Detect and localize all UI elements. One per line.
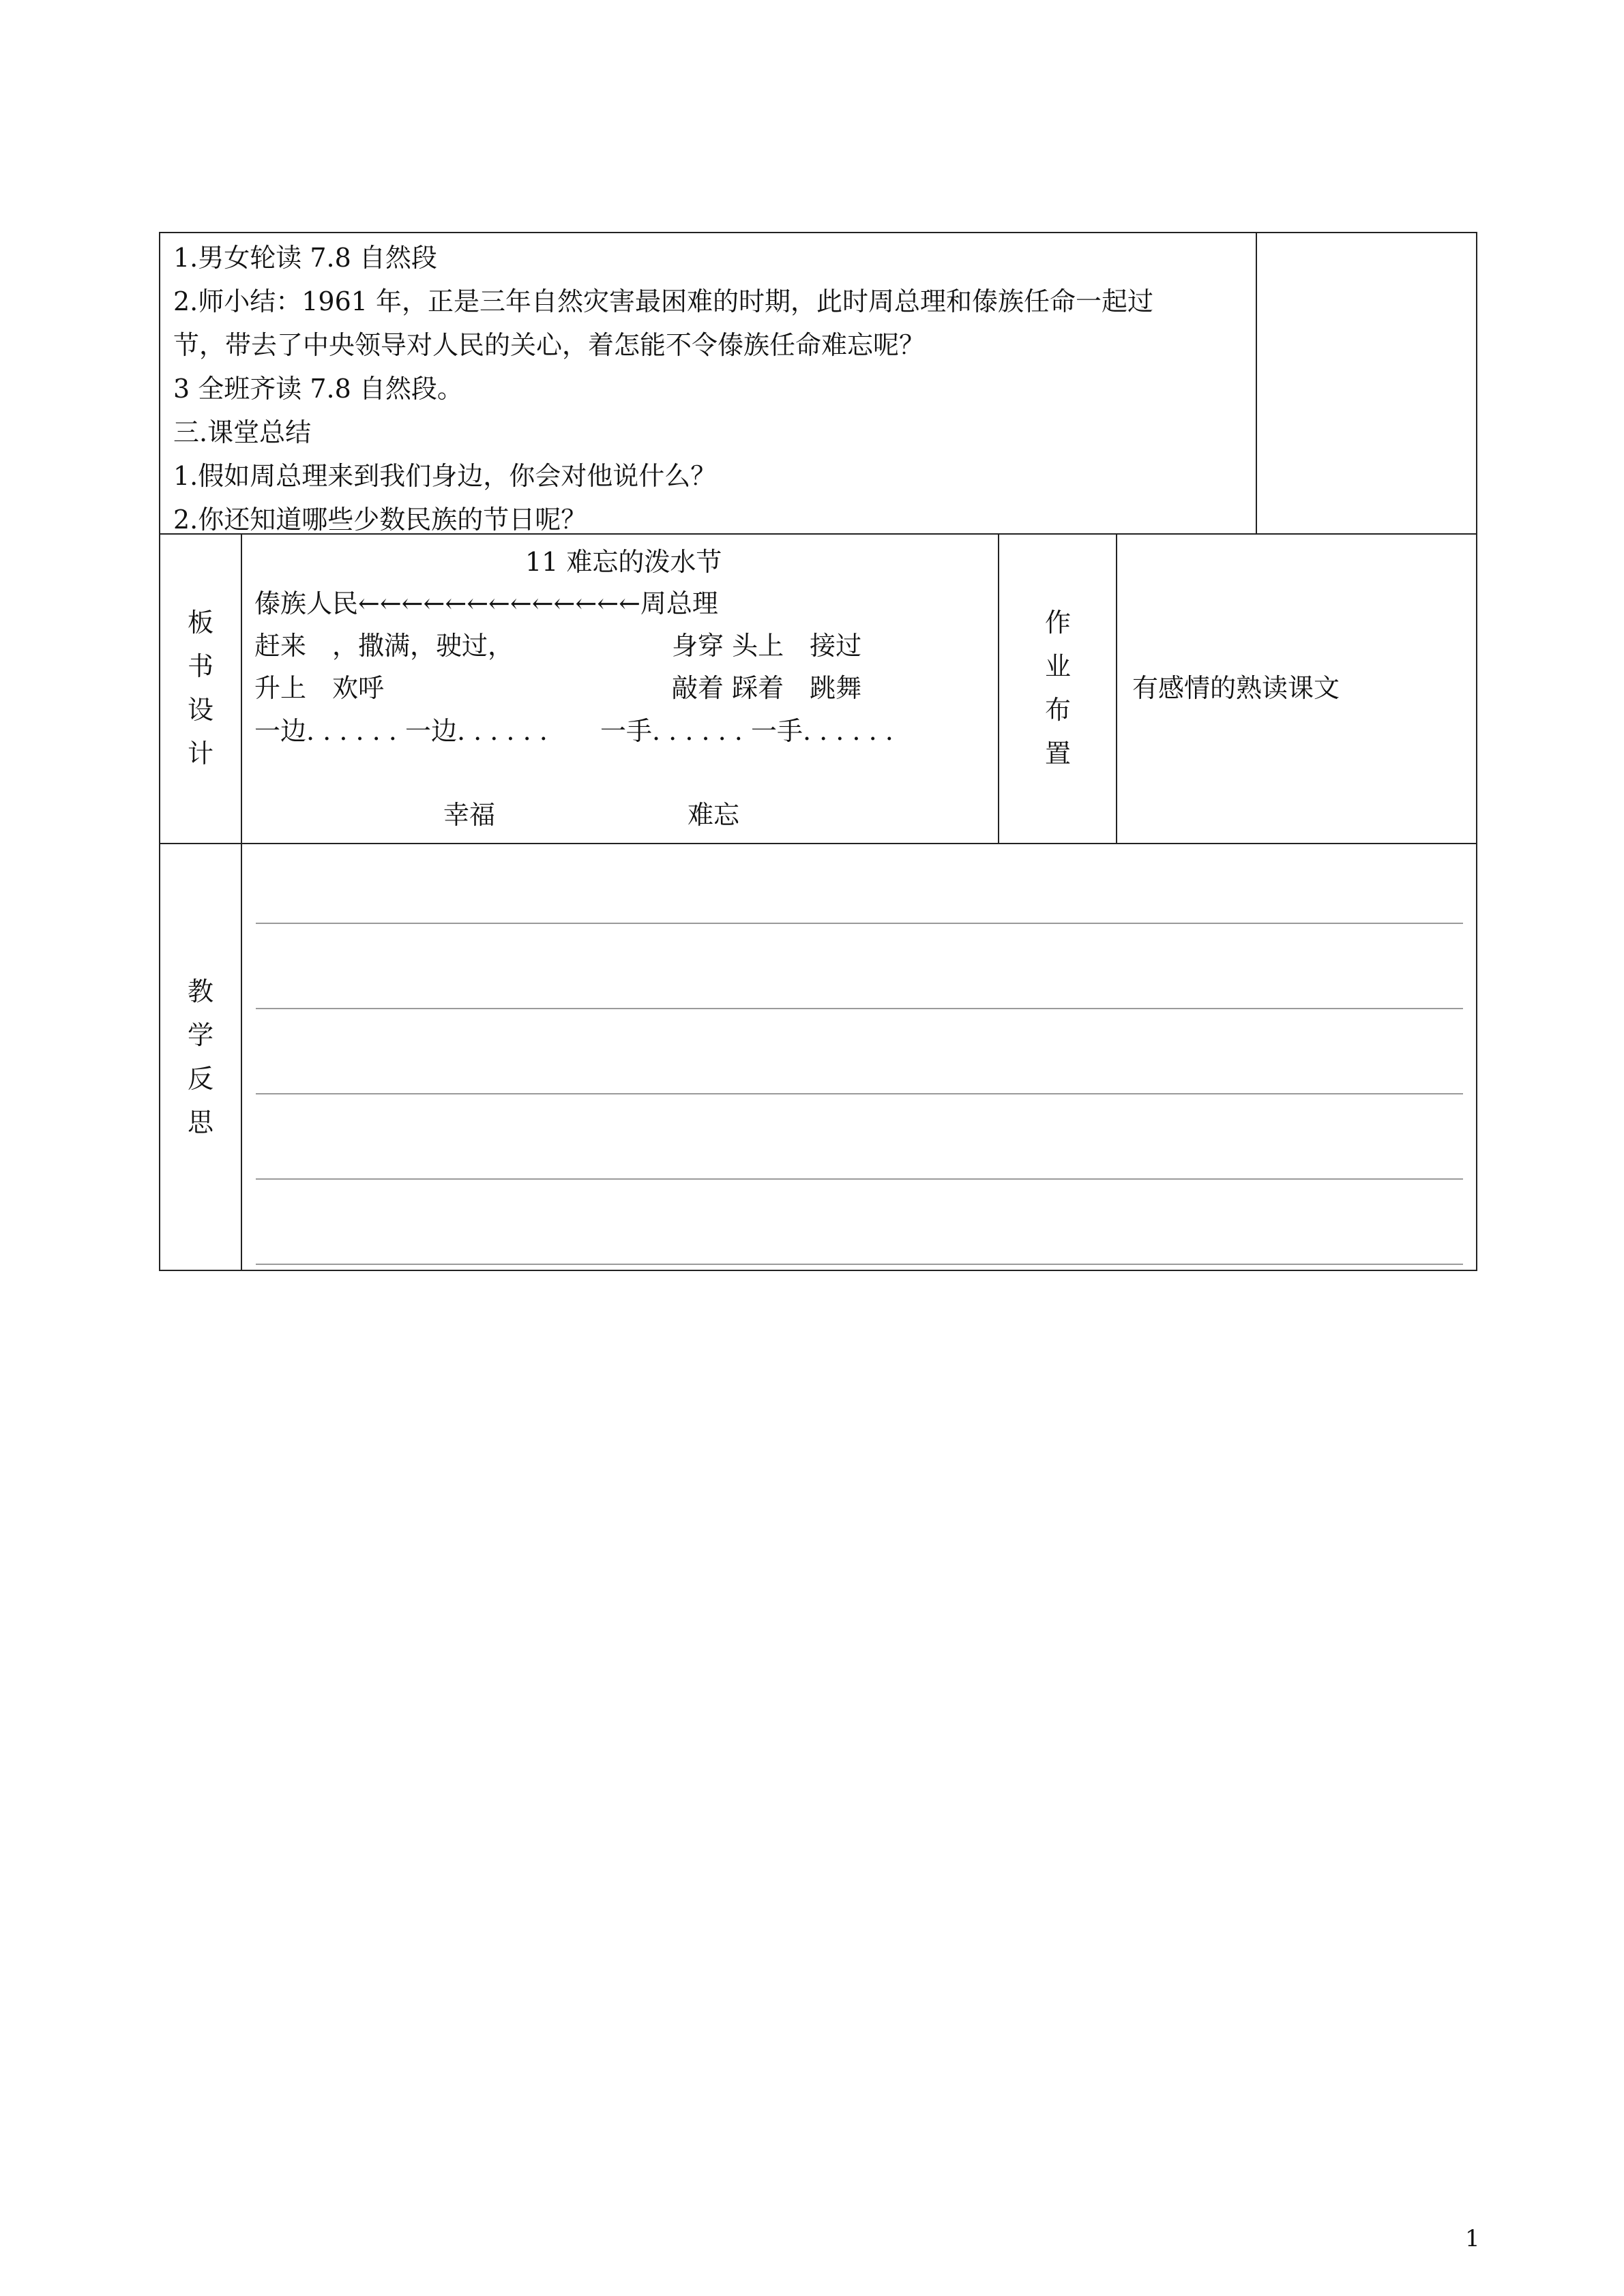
homework-label: 作 业 布 置 xyxy=(1044,608,1071,769)
writing-line xyxy=(256,1264,1463,1265)
procedure-side-cell xyxy=(1256,232,1477,535)
procedure-line: 2.你还知道哪些少数民族的节日呢？ xyxy=(173,505,587,535)
reflection-label: 教 学 反 思 xyxy=(187,976,213,1137)
page-number: 1 xyxy=(1465,2225,1480,2252)
writing-line xyxy=(256,1093,1463,1094)
board-row3-left: 一边. . . . . . 一边. . . . . . xyxy=(254,716,548,746)
board-row1-left: 赶来 ，撒满，驶过， xyxy=(254,631,514,661)
procedure-line: 三.课堂总结 xyxy=(173,417,312,447)
writing-line xyxy=(256,923,1463,924)
board-row2-left: 升上 欢呼 xyxy=(254,673,385,703)
procedure-line: 1.假如周总理来到我们身边，你会对他说什么？ xyxy=(173,461,717,491)
procedure-line: 1.男女轮读 7.8 自然段 xyxy=(173,243,437,273)
procedure-line: 节，带去了中央领导对人民的关心，着怎能不令傣族任命难忘呢？ xyxy=(173,330,926,360)
homework-text: 有感情的熟读课文 xyxy=(1132,673,1340,703)
writing-line xyxy=(256,1178,1463,1180)
writing-line xyxy=(256,1008,1463,1009)
board-row1-right: 身穿 头上 接过 xyxy=(672,631,862,661)
reflection-content-cell xyxy=(241,843,1477,1271)
procedure-text xyxy=(173,236,1153,541)
board-title: 11 难忘的泼水节 xyxy=(525,547,722,577)
board-row3-right: 一手. . . . . . 一手. . . . . . xyxy=(600,716,894,746)
procedure-line: 3 全班齐读 7.8 自然段。 xyxy=(173,374,463,404)
board-arrow-line: 傣族人民←←←←←←←←←←←←←周总理 xyxy=(254,588,718,618)
board-bottom-right: 难忘 xyxy=(688,800,740,830)
board-row2-right: 敲着 踩着 跳舞 xyxy=(672,673,862,703)
board-design-label: 板 书 设 计 xyxy=(187,608,213,769)
procedure-line: 2.师小结：1961 年，正是三年自然灾害最困难的时期，此时周总理和傣族任命一起过 xyxy=(173,286,1154,316)
board-bottom-left: 幸福 xyxy=(443,800,496,830)
